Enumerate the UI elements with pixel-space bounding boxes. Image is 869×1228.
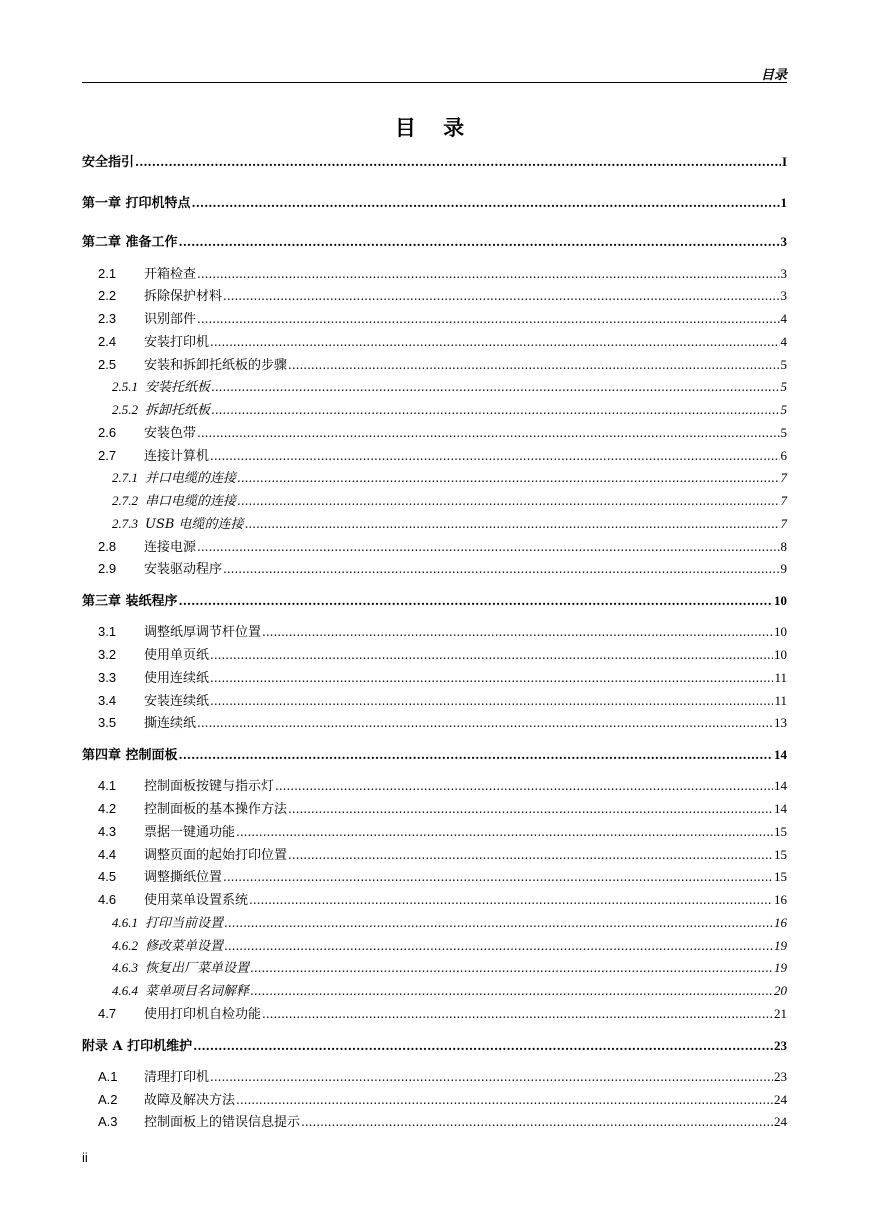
toc-entry-number: 3.1: [98, 624, 117, 639]
toc-entry-page: 19: [774, 938, 787, 953]
toc-entry-title: 识别部件: [144, 312, 197, 327]
toc-entry-section[interactable]: [82, 1068, 787, 1086]
toc-entry-label: [98, 287, 222, 306]
toc-entry-section[interactable]: [82, 310, 787, 328]
toc-entry-number: 4.1: [98, 778, 117, 793]
dot-leader: [210, 333, 779, 351]
toc-entry-section[interactable]: [82, 846, 787, 864]
toc-entry-title: 菜单项目名词解释: [145, 984, 250, 999]
dot-leader: [223, 560, 779, 578]
toc-entry-number: 4.6: [98, 892, 117, 907]
toc-entry-page: 15: [774, 869, 787, 884]
toc-entry-chapter[interactable]: [82, 233, 787, 251]
toc-entry-label: [82, 593, 178, 611]
dot-leader: [275, 777, 773, 795]
toc-entry-section[interactable]: [82, 356, 787, 374]
header-divider: [82, 82, 787, 83]
toc-entry-section[interactable]: [82, 287, 787, 305]
toc-entry-page: 5: [780, 402, 787, 417]
toc-entry-title: 安装打印机: [144, 335, 210, 350]
dot-leader: [262, 623, 773, 641]
toc-entry-label: [98, 538, 196, 557]
dot-leader: [197, 538, 779, 556]
toc-entry-label: [98, 623, 261, 642]
toc-entry-page: 3: [780, 288, 787, 303]
toc-entry-page: 14: [774, 747, 787, 762]
toc-entry-number: 2.6: [98, 425, 117, 440]
toc-entry-label: [98, 1113, 300, 1132]
toc-entry-title: 使用连续纸: [144, 671, 210, 686]
toc-entry-label: [98, 1091, 235, 1110]
toc-entry-label: [98, 447, 209, 466]
toc-entry-page: 23: [774, 1038, 787, 1053]
toc-entry-label: [98, 333, 209, 352]
toc-entry-page: 4: [780, 311, 787, 326]
toc-entry-label: [98, 646, 209, 665]
toc-entry-page: 5: [780, 379, 787, 394]
toc-entry-label: [112, 492, 236, 511]
toc-entry-label: [98, 800, 287, 819]
toc-entry-number: 2.5.1: [112, 379, 138, 394]
dot-leader: [224, 914, 773, 932]
toc-entry-sub[interactable]: [82, 959, 787, 977]
dot-leader: [210, 646, 773, 664]
toc-entry-number: 2.7: [98, 448, 117, 463]
dot-leader: [236, 823, 773, 841]
dot-leader: [192, 194, 780, 212]
toc-entry-section[interactable]: [82, 1113, 787, 1131]
toc-entry-label: [112, 401, 210, 420]
dot-leader: [197, 424, 779, 442]
toc-entry-title: 开箱检查: [144, 267, 197, 282]
dot-leader: [250, 959, 773, 977]
toc-entry-title: 附录 A 打印机维护: [82, 1039, 193, 1054]
dot-leader: [288, 356, 779, 374]
toc-entry-sub[interactable]: [82, 492, 787, 510]
dot-leader: [224, 937, 773, 955]
toc-entry-page: 13: [774, 715, 787, 730]
toc-entry-section[interactable]: [82, 692, 787, 710]
dot-leader: [197, 310, 779, 328]
toc-entry-page: 5: [780, 425, 787, 440]
toc-entry-page: 21: [774, 1006, 787, 1021]
toc-entry-sub[interactable]: [82, 378, 787, 396]
toc-entry-title: USB 电缆的连接: [145, 517, 244, 532]
dot-leader: [237, 469, 779, 487]
toc-entry-number: A.3: [98, 1114, 118, 1129]
toc-entry-title: 安装色带: [144, 426, 197, 441]
toc-entry-page: 15: [774, 824, 787, 839]
toc-entry-section[interactable]: [82, 560, 787, 578]
toc-entry-label: [98, 777, 274, 796]
toc-entry-page: I: [781, 154, 787, 169]
toc-entry-label: [98, 356, 287, 375]
toc-entry-chapter[interactable]: [82, 153, 787, 171]
toc-entry-label: [112, 959, 249, 978]
toc-entry-title: 使用单页纸: [144, 648, 210, 663]
toc-entry-label: [112, 982, 249, 1001]
toc-entry-title: 票据一键通功能: [144, 825, 236, 840]
toc-entry-title: 第四章 控制面板: [82, 748, 178, 763]
toc-entry-title: 打印当前设置: [145, 916, 224, 931]
toc-entry-section[interactable]: [82, 424, 787, 442]
dot-leader: [211, 378, 779, 396]
toc-entry-label: [82, 154, 134, 172]
toc-entry-page: 19: [774, 960, 787, 975]
toc-entry-chapter[interactable]: [82, 194, 787, 212]
toc-entry-label: [82, 1038, 192, 1056]
toc-entry-title: 并口电缆的连接: [145, 471, 237, 486]
toc-entry-page: 1: [780, 195, 787, 210]
toc-entry-number: 3.2: [98, 647, 117, 662]
dot-leader: [210, 692, 773, 710]
toc-entry-label: [98, 310, 196, 329]
toc-entry-number: 2.5: [98, 357, 117, 372]
toc-entry-page: 5: [780, 357, 787, 372]
dot-leader: [288, 800, 773, 818]
toc-entry-label: [98, 692, 209, 711]
dot-leader: [193, 1037, 773, 1055]
toc-entry-page: 23: [774, 1069, 787, 1084]
dot-leader: [250, 982, 773, 1000]
toc-entry-page: 11: [774, 670, 787, 685]
toc-entry-title: 控制面板的基本操作方法: [144, 802, 288, 817]
toc-entry-number: 4.3: [98, 824, 117, 839]
toc-entry-label: [112, 515, 244, 534]
toc-entry-section[interactable]: [82, 333, 787, 351]
dot-leader: [237, 492, 779, 510]
dot-leader: [210, 669, 773, 687]
toc-entry-sub[interactable]: [82, 914, 787, 932]
toc-entry-page: 20: [774, 983, 787, 998]
toc-entry-label: [98, 846, 287, 865]
toc-entry-chapter[interactable]: [82, 1037, 787, 1055]
toc-entry-sub[interactable]: [82, 515, 787, 533]
toc-entry-section[interactable]: [82, 265, 787, 283]
toc-entry-title: 第二章 准备工作: [82, 235, 178, 250]
toc-entry-title: 拆除保护材料: [144, 289, 223, 304]
toc-entry-label: [98, 714, 196, 733]
toc-entry-title: 第一章 打印机特点: [82, 196, 191, 211]
toc-entry-title: 安装连续纸: [144, 694, 210, 709]
toc-entry-page: 10: [774, 624, 787, 639]
toc-entry-chapter[interactable]: [82, 746, 787, 764]
toc-entry-section[interactable]: [82, 891, 787, 909]
dot-leader: [262, 1005, 773, 1023]
toc-entry-title: 撕连续纸: [144, 716, 197, 731]
toc-entry-label: [98, 424, 196, 443]
toc-entry-section[interactable]: [82, 800, 787, 818]
toc-entry-page: 16: [774, 892, 787, 907]
toc-entry-page: 7: [780, 493, 787, 508]
toc-entry-number: 3.4: [98, 693, 117, 708]
dot-leader: [301, 1113, 773, 1131]
toc-entry-title: 调整页面的起始打印位置: [144, 848, 288, 863]
toc-entry-sub[interactable]: [82, 401, 787, 419]
toc-entry-title: 控制面板按键与指示灯: [144, 779, 275, 794]
toc-entry-title: 恢复出厂菜单设置: [145, 961, 250, 976]
toc-entry-chapter[interactable]: [82, 592, 787, 610]
dot-leader: [223, 287, 779, 305]
toc-entry-number: 4.6.3: [112, 960, 138, 975]
toc-entry-page: 7: [780, 516, 787, 531]
toc-entry-title: 调整纸厚调节杆位置: [144, 625, 262, 640]
dot-leader: [210, 1068, 773, 1086]
toc-entry-page: 24: [774, 1092, 787, 1107]
toc-entry-label: [98, 823, 235, 842]
toc-entry-page: 15: [774, 847, 787, 862]
toc-entry-page: 14: [774, 778, 787, 793]
toc-entry-page: 10: [774, 647, 787, 662]
toc-entry-page: 11: [774, 693, 787, 708]
toc-entry-section[interactable]: [82, 868, 787, 886]
toc-entry-title: 连接计算机: [144, 449, 210, 464]
dot-leader: [223, 868, 773, 886]
toc-entry-number: 4.6.1: [112, 915, 138, 930]
toc-entry-title: 安全指引: [82, 155, 135, 170]
toc-entry-title: 故障及解决方法: [144, 1093, 236, 1108]
toc-entry-number: 2.3: [98, 311, 117, 326]
toc-entry-page: 9: [780, 561, 787, 576]
dot-leader: [210, 447, 779, 465]
toc-entry-title: 清理打印机: [144, 1070, 210, 1085]
dot-leader: [197, 265, 779, 283]
toc-entry-title: 使用菜单设置系统: [144, 893, 249, 908]
toc-entry-sub[interactable]: [82, 937, 787, 955]
toc-entry-title: 第三章 装纸程序: [82, 594, 178, 609]
toc-entry-page: 14: [774, 801, 787, 816]
toc-entry-number: 3.3: [98, 670, 117, 685]
dot-leader: [179, 592, 773, 610]
toc-entry-section[interactable]: [82, 777, 787, 795]
toc-entry-section[interactable]: [82, 623, 787, 641]
toc-entry-label: [112, 914, 223, 933]
toc-entry-section[interactable]: [82, 669, 787, 687]
toc-entry-label: [112, 469, 236, 488]
toc-entry-label: [82, 747, 178, 765]
toc-entry-title: 控制面板上的错误信息提示: [144, 1115, 301, 1130]
dot-leader: [211, 401, 779, 419]
toc-entry-number: 2.2: [98, 288, 117, 303]
toc-entry-number: 2.4: [98, 334, 117, 349]
toc-entry-label: [82, 234, 178, 252]
toc-entry-title: 使用打印机自检功能: [144, 1007, 262, 1022]
toc-entry-section[interactable]: [82, 823, 787, 841]
toc-entry-page: 10: [774, 593, 787, 608]
toc-entry-section[interactable]: [82, 714, 787, 732]
toc-entry-section[interactable]: [82, 538, 787, 556]
dot-leader: [245, 515, 780, 533]
dot-leader: [288, 846, 773, 864]
toc-entry-title: 安装托纸板: [145, 380, 211, 395]
dot-leader: [179, 746, 773, 764]
toc-entry-label: [98, 669, 209, 688]
toc-entry-title: 安装驱动程序: [144, 562, 223, 577]
toc-entry-number: 2.7.3: [112, 516, 138, 531]
toc-entry-page: 7: [780, 470, 787, 485]
dot-leader: [179, 233, 780, 251]
toc-entry-label: [98, 868, 222, 887]
toc-entry-title: 拆卸托纸板: [145, 403, 211, 418]
dot-leader: [135, 153, 781, 171]
toc-entry-page: 3: [780, 234, 787, 249]
toc-entry-number: 2.1: [98, 266, 117, 281]
toc-entry-section[interactable]: [82, 447, 787, 465]
toc-entry-label: [98, 1068, 209, 1087]
toc-entry-label: [98, 891, 248, 910]
toc-entry-title: 调整撕纸位置: [144, 870, 223, 885]
running-header: 目录: [760, 68, 787, 83]
toc-entry-page: 24: [774, 1114, 787, 1129]
toc-entry-label: [82, 195, 191, 213]
toc-entry-section[interactable]: [82, 646, 787, 664]
dot-leader: [236, 1091, 773, 1109]
toc-entry-number: A.1: [98, 1069, 118, 1084]
toc-entry-number: 2.7.2: [112, 493, 138, 508]
toc-entry-number: 4.6.2: [112, 938, 138, 953]
dot-leader: [197, 714, 773, 732]
toc-entry-number: 2.5.2: [112, 402, 138, 417]
toc-entry-page: 3: [780, 266, 787, 281]
toc-entry-number: 4.6.4: [112, 983, 138, 998]
toc-entry-label: [112, 378, 210, 397]
toc-entry-title: 串口电缆的连接: [145, 494, 237, 509]
toc-entry-title: 安装和拆卸托纸板的步骤: [144, 358, 288, 373]
toc-entry-title: 连接电源: [144, 540, 197, 555]
toc-entry-number: 2.7.1: [112, 470, 138, 485]
toc-entry-page: 8: [780, 539, 787, 554]
toc-entry-number: 4.7: [98, 1006, 117, 1021]
toc-entry-number: 4.5: [98, 869, 117, 884]
toc-entry-number: 2.8: [98, 539, 117, 554]
toc-entry-sub[interactable]: [82, 469, 787, 487]
page-number: ii: [82, 1150, 88, 1165]
toc-entry-page: 16: [774, 915, 787, 930]
toc-entry-number: 2.9: [98, 561, 117, 576]
toc-entry-label: [112, 937, 223, 956]
toc-entry-section[interactable]: [82, 1091, 787, 1109]
toc-entry-number: 4.2: [98, 801, 117, 816]
toc-entry-page: 6: [780, 448, 787, 463]
toc-entry-number: 4.4: [98, 847, 117, 862]
toc-entry-title: 修改菜单设置: [145, 939, 224, 954]
toc-entry-label: [98, 1005, 261, 1024]
toc-entry-page: 4: [780, 334, 787, 349]
toc-entry-label: [98, 265, 196, 284]
dot-leader: [249, 891, 773, 909]
toc-entry-sub[interactable]: [82, 982, 787, 1000]
toc-entry-label: [98, 560, 222, 579]
toc-entry-number: A.2: [98, 1092, 118, 1107]
page-title: 目 录: [394, 115, 475, 140]
toc-entry-section[interactable]: [82, 1005, 787, 1023]
toc-entry-number: 3.5: [98, 715, 117, 730]
